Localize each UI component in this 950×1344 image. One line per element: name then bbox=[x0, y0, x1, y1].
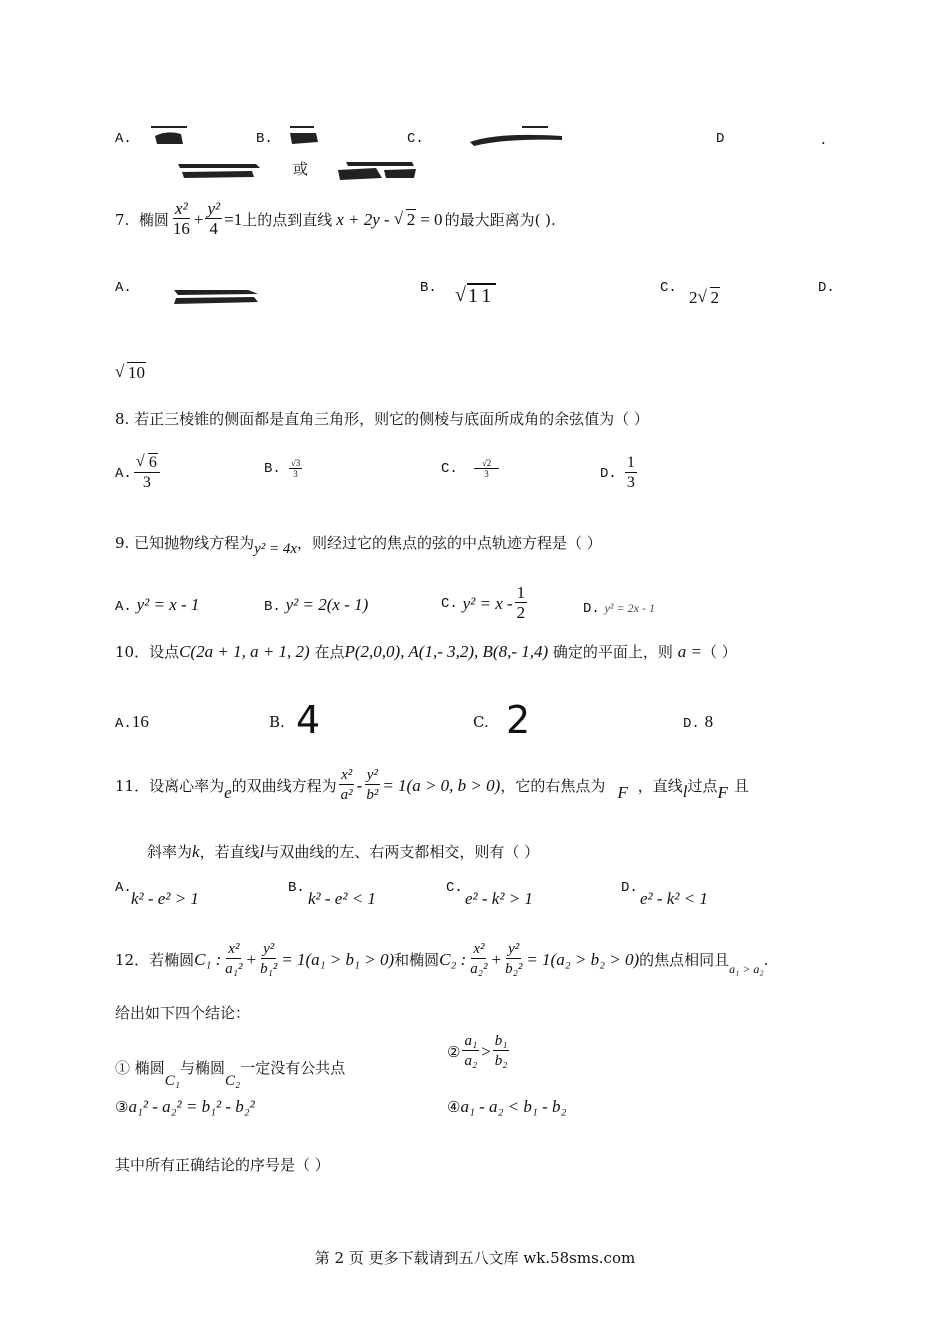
q10-option-d: D. 8 bbox=[683, 712, 714, 732]
q10-option-b-value: 4 bbox=[296, 698, 321, 742]
q7-option-d-label: D. bbox=[818, 280, 835, 296]
q7-line-eq-root: √ 2 bbox=[393, 208, 416, 229]
q7-option-b-label: B. bbox=[420, 280, 437, 296]
q6-option-d-vector-icon-1 bbox=[176, 160, 266, 180]
q11-stem-line2: 斜率为k，若直线l与双曲线的左、右两支都相交，则有（ ） bbox=[147, 842, 540, 861]
q7-eq-rhs: =1 bbox=[224, 209, 243, 229]
q8-option-b: B. $\frac{√3}{3}$ bbox=[264, 458, 301, 479]
q7-number: 7. bbox=[115, 210, 130, 229]
q7-option-c-value: 2 √ 2 bbox=[689, 287, 719, 307]
q6-option-b-vector-icon bbox=[286, 124, 326, 148]
q12-final-question: 其中所有正确结论的序号是（ ） bbox=[115, 1156, 330, 1174]
q10-stem: 10．设点C(2a + 1, a + 1, 2) 在点P(2,0,0), A(1,- 3,2), B(8,- 1,4) 确定的平面上，则 a =（ ） bbox=[115, 642, 737, 661]
q12-conclusion-2: ② $\frac{\text{a₁}}{\text{a₂}}$ > $\frac{\text{b₁}}{\text{b₂}}$ bbox=[447, 1033, 508, 1069]
q7-text2: 上的点到直线 bbox=[242, 210, 333, 229]
q7-option-a-glyph-icon bbox=[172, 288, 262, 306]
q11-option-d-eq: e² - k² < 1 bbox=[640, 889, 708, 908]
q8-option-d: D. $\frac{1}{3}$ bbox=[600, 454, 635, 491]
q7-option-b-value: √ 11 bbox=[455, 284, 496, 307]
q11-option-a-eq: k² - e² > 1 bbox=[131, 889, 199, 908]
q11-option-c-eq: e² - k² > 1 bbox=[465, 889, 533, 908]
q9-option-c: C. y² = x - $\frac{1}{2}$ bbox=[441, 583, 526, 622]
page-footer: 第 2 页 更多下载请到五八文库 wk.58sms.com bbox=[314, 1249, 636, 1267]
q7-text3: 的最大距离为( ). bbox=[444, 210, 556, 229]
q6-or-text: 或 bbox=[293, 160, 309, 178]
q7-fraction-x: $\frac{\text{x²}}{16}$ bbox=[172, 199, 190, 238]
q6-option-d-vector-icon-2 bbox=[336, 158, 422, 182]
q12-stem: 12．若椭圆 C₁ : $\frac{\text{x²}}{\text{a₁²}}$ + $\frac{\text{y²}}{\text{b₁²}}$ = 1(a₁ > b₁ > 0) 和椭圆 C₂ : $\frac{\text{x²}}{\text{a₂²}}$ + $\frac{\text{y²}}{\text{b₂²}}$ = 1(a₂ > b₂ > 0) 的焦点相同且 a₁ > a₂ . bbox=[115, 941, 769, 977]
q6-option-a-vector-icon bbox=[147, 124, 197, 148]
q6-option-a-label: A. bbox=[115, 131, 132, 147]
q12-conclusion-4: ④ a₁ - a₂ < b₁ - b₂ bbox=[447, 1097, 567, 1116]
q7-text1: 椭圆 bbox=[138, 210, 169, 229]
q7-line-eq-a: x + 2y - bbox=[336, 209, 390, 229]
q8-option-a: A. √ 6 3 bbox=[115, 454, 162, 493]
q12-conclusion-3: ③ a₁² - a₂² = b₁² - b₂² bbox=[115, 1097, 255, 1116]
q7-stem: 7. 椭圆 $\frac{\text{x²}}{16}$ + $\frac{\text{y²}}{4}$ =1 上的点到直线 x + 2y - √ 2 = 0 的最大距离为( ). bbox=[115, 199, 556, 238]
q10-option-c-label: C. bbox=[473, 713, 489, 731]
q9-option-d: D. y² = 2x - 1 bbox=[583, 601, 655, 617]
q6-option-c-label: C. bbox=[407, 131, 424, 147]
q6-option-c-vector-icon bbox=[468, 124, 568, 150]
q9-option-b: B. y² = 2(x - 1) bbox=[264, 595, 369, 615]
q8-stem: 8. 若正三棱锥的侧面都是直角三角形，则它的侧棱与底面所成角的余弦值为（ ） bbox=[115, 410, 649, 428]
q7-option-d-value: √ 10 bbox=[115, 362, 145, 382]
q10-option-c-value: 2 bbox=[506, 698, 531, 742]
q6-option-b-label: B. bbox=[256, 131, 273, 147]
q7-option-c-label: C. bbox=[660, 280, 677, 296]
q11-option-b-eq: k² - e² < 1 bbox=[308, 889, 376, 908]
q8-option-c: C. $\frac{√2}{3}$ bbox=[441, 458, 501, 479]
q9-stem: 9. 已知抛物线方程为 y² = 4x ，则经过它的焦点的弦的中点轨迹方程是（ ） bbox=[115, 534, 602, 557]
q11-option-b-label: B. bbox=[288, 880, 305, 896]
q11-option-a-label: A. bbox=[115, 880, 132, 896]
q12-givens-intro: 给出如下四个结论： bbox=[115, 1004, 251, 1022]
q11-option-c-label: C. bbox=[446, 880, 463, 896]
q7-option-a-label: A. bbox=[115, 280, 132, 296]
q11-option-d-label: D. bbox=[621, 880, 638, 896]
q6-option-d-label: D bbox=[716, 131, 725, 147]
q10-option-a: A.16 bbox=[115, 712, 149, 732]
q6-period: . bbox=[821, 130, 826, 148]
q7-fraction-y: $\frac{\text{y²}}{4}$ bbox=[207, 199, 221, 238]
q9-option-a: A. y² = x - 1 bbox=[115, 595, 200, 615]
q12-conclusion-1: ① 椭圆 C₁ 与椭圆 C₂ 一定没有公共点 bbox=[115, 1059, 346, 1089]
q11-stem-line1: 11．设离心率为 e 的双曲线方程为 $\frac{\text{x²}}{\text{a²}}$ - $\frac{\text{y²}}{\text{b²}}$ = 1(a > 0, b > 0) ，它的右焦点为 F ，直线 l 过点 F 且 bbox=[115, 767, 749, 803]
q10-option-b-label: B. bbox=[269, 713, 285, 731]
q7-line-eq-b: = 0 bbox=[420, 209, 443, 229]
